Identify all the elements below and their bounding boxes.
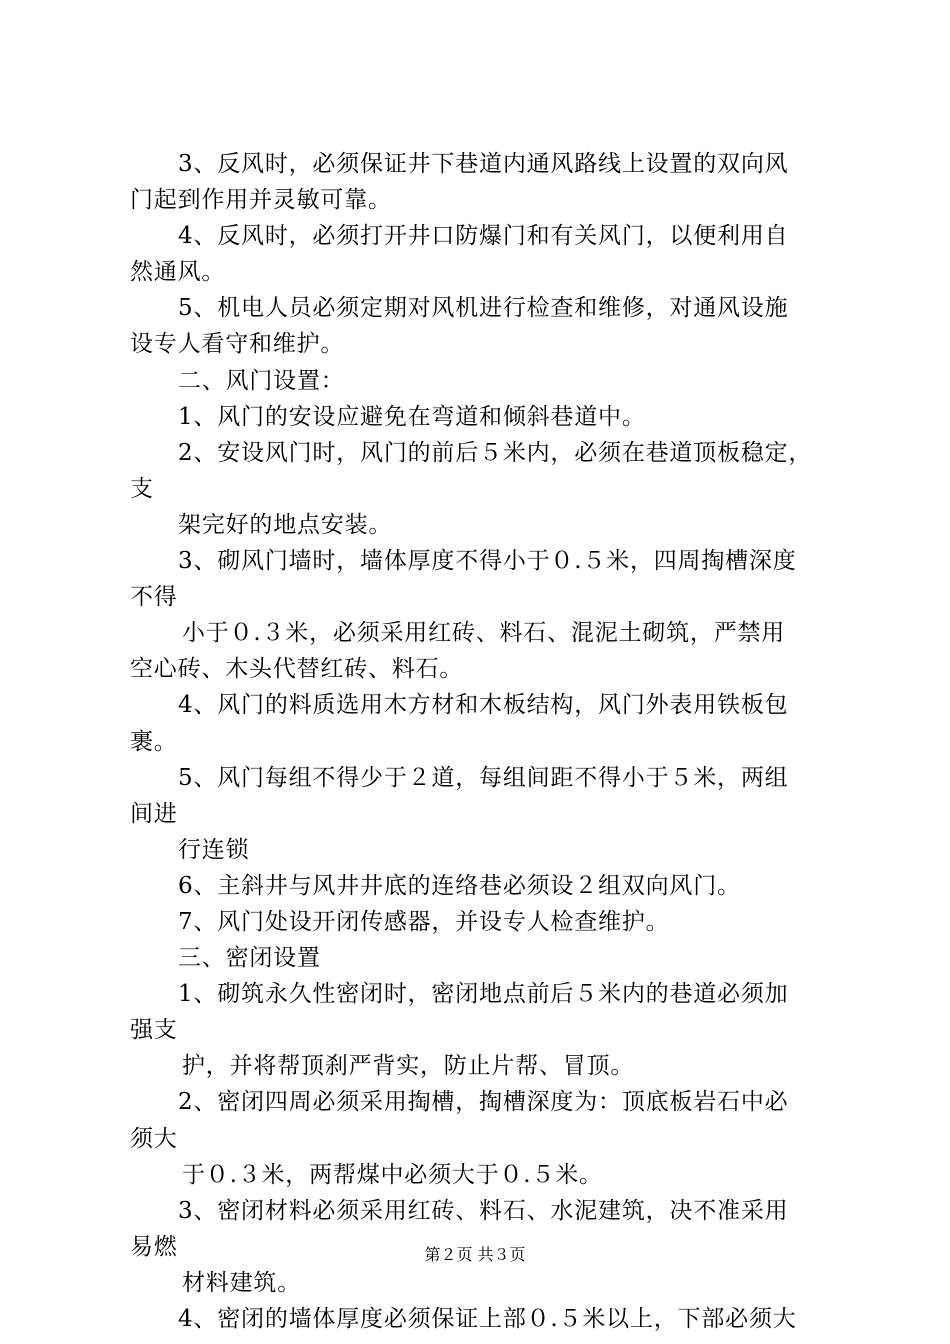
text-line: 于０.３米，两帮煤中必须大于０.５米。	[182, 1161, 603, 1188]
text-line: 5、风门每组不得少于２道，每组间距不得小于５米，两组	[178, 764, 789, 791]
text-line: 1、风门的安设应避免在弯道和倾斜巷道中。	[178, 403, 646, 430]
text-line: 3、反风时，必须保证井下巷道内通风路线上设置的双向风	[178, 151, 789, 177]
text-line: 4、密闭的墙体厚度必须保证上部０.５米以上，下部必须大	[178, 1306, 797, 1332]
text-line: 然通风。	[130, 259, 226, 286]
text-line: 须大	[130, 1125, 178, 1152]
document-body	[130, 146, 835, 1337]
text-line: 裹。	[130, 728, 178, 755]
text-line: 支	[130, 475, 154, 502]
text-line: 间进	[130, 800, 178, 827]
text-line: 2、安设风门时，风门的前后５米内，必须在巷道顶板稳定，	[178, 439, 813, 466]
page-footer: 第２页 共３页	[424, 1245, 526, 1264]
text-line: 5、机电人员必须定期对风机进行检查和维修，对通风设施	[178, 295, 789, 322]
text-line: 架完好的地点安装。	[178, 511, 393, 538]
text-line: 3、砌风门墙时，墙体厚度不得小于０.５米，四周掏槽深度	[178, 548, 797, 575]
text-line: 三、密闭设置	[178, 945, 321, 972]
text-line: 强支	[130, 1017, 178, 1044]
text-line: 7、风门处设开闭传感器，并设专人检查维护。	[178, 908, 670, 935]
text-line: 易燃	[130, 1233, 178, 1260]
text-line: 4、风门的料质选用木方材和木板结构，风门外表用铁板包	[178, 692, 789, 719]
text-line: 不得	[130, 584, 178, 611]
text-line: 6、主斜井与风井井底的连络巷必须设２组双向风门。	[178, 872, 741, 899]
text-line: 设专人看守和维护。	[130, 331, 345, 358]
text-line: 2、密闭四周必须采用掏槽，掏槽深度为：顶底板岩石中必	[178, 1089, 789, 1116]
text-line: 1、砌筑永久性密闭时，密闭地点前后５米内的巷道必须加	[178, 981, 789, 1008]
text-line: 行连锁	[178, 836, 250, 863]
text-line: 门起到作用并灵敏可靠。	[130, 187, 392, 214]
text-line: 小于０.３米，必须采用红砖、料石、混泥土砌筑，严禁用	[182, 620, 786, 647]
text-line: 空心砖、木头代替红砖、料石。	[130, 656, 464, 683]
text-line: 4、反风时，必须打开井口防爆门和有关风门，以便利用自	[178, 223, 789, 250]
text-line: 3、密闭材料必须采用红砖、料石、水泥建筑，决不准采用	[178, 1197, 789, 1224]
text-line: 护，并将帮顶刹严背实，防止片帮、冒顶。	[182, 1053, 635, 1080]
text-line: 二、风门设置：	[178, 367, 345, 394]
text-line: 材料建筑。	[182, 1269, 301, 1296]
